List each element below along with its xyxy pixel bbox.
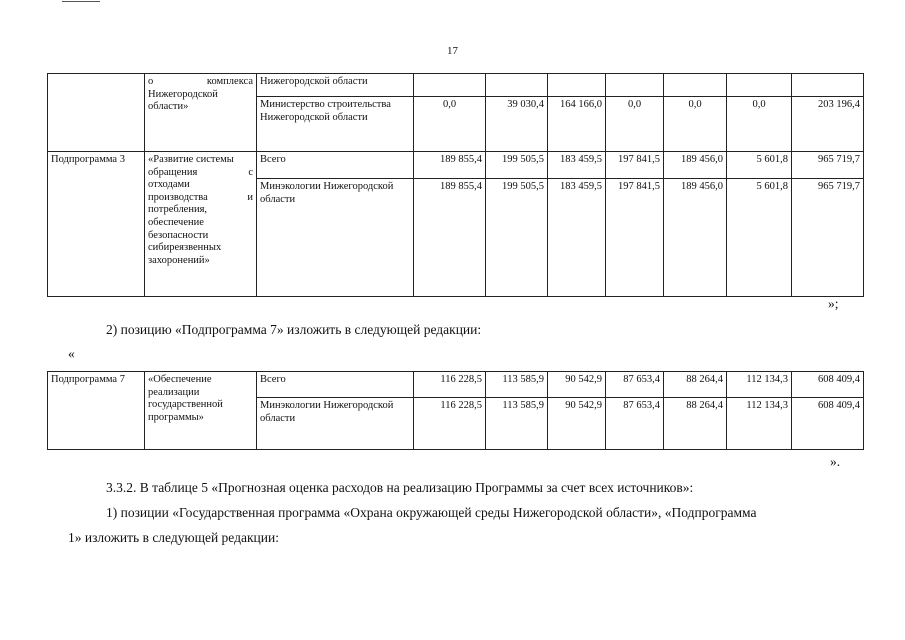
desc-text: Нижегородской области» [148, 88, 218, 113]
value-cell: 0,0 [727, 97, 792, 152]
value-cell [548, 74, 606, 97]
value-cell: 87 653,4 [606, 398, 664, 450]
value-cell: 39 030,4 [486, 97, 548, 152]
paragraph-item-2: 2) позицию «Подпрограмма 7» изложить в следующей редакции: [106, 322, 482, 337]
opening-quote: « [68, 346, 75, 361]
subprogram-description-cell [145, 152, 257, 297]
value-cell: 88 264,4 [664, 372, 727, 398]
desc-word: с [248, 166, 253, 178]
subprogram-name-cell: Подпрограмма 7 [48, 372, 145, 450]
paragraph-3-3-2: 3.3.2. В таблице 5 «Прогнозная оценка расходов на реализацию Программы за счет всех источников»: [106, 480, 694, 495]
desc-text: потребления, обеспечение безопасности сибиреязвенных захоронений» [148, 204, 222, 266]
paragraph-item-1: 1) позиции «Государственная программа «Охрана окружающей среды Нижегородской области», «Подпрограмма [106, 505, 757, 520]
subprogram-description-cell: «Обеспечение реализации государственной программы» [145, 372, 257, 450]
value-cell: 0,0 [606, 97, 664, 152]
value-cell [486, 74, 548, 97]
value-cell [792, 74, 864, 97]
desc-word: обращения [148, 166, 198, 178]
value-cell: 199 505,5 [486, 179, 548, 297]
value-cell: 183 459,5 [548, 179, 606, 297]
value-cell [414, 74, 486, 97]
top-rule [62, 1, 100, 2]
value-cell: 197 841,5 [606, 179, 664, 297]
desc-text: отходами [148, 179, 190, 191]
value-cell [606, 74, 664, 97]
subprogram-name-cell: Подпрограмма 3 [48, 152, 145, 297]
value-cell: 90 542,9 [548, 372, 606, 398]
executor-cell: Минэкологии Нижегородской области [257, 398, 414, 450]
desc-word: о [148, 76, 154, 87]
value-cell: 112 134,3 [727, 398, 792, 450]
value-cell: 0,0 [664, 97, 727, 152]
value-cell: 189 456,0 [664, 152, 727, 179]
budget-table-continued [47, 73, 864, 297]
value-cell: 0,0 [414, 97, 486, 152]
value-cell [664, 74, 727, 97]
value-cell: 113 585,9 [486, 398, 548, 450]
table-row [48, 152, 864, 179]
value-cell: 199 505,5 [486, 152, 548, 179]
value-cell: 113 585,9 [486, 372, 548, 398]
program-description-cell [145, 74, 257, 152]
closing-quote: ». [830, 454, 841, 469]
program-name-cell [48, 74, 145, 152]
executor-cell: Нижегородской области [257, 74, 414, 97]
value-cell: 87 653,4 [606, 372, 664, 398]
value-cell: 965 719,7 [792, 179, 864, 297]
value-cell: 189 855,4 [414, 179, 486, 297]
value-cell: 112 134,3 [727, 372, 792, 398]
desc-word: производства [148, 191, 208, 203]
value-cell: 965 719,7 [792, 152, 864, 179]
value-cell: 5 601,8 [727, 152, 792, 179]
subprogram-7-table [47, 371, 864, 450]
executor-cell: Минэкологии Нижегородской области [257, 179, 414, 297]
value-cell: 90 542,9 [548, 398, 606, 450]
desc-word: комплекса [206, 76, 253, 87]
desc-word: и [247, 191, 253, 203]
value-cell [727, 74, 792, 97]
executor-cell: Министерство строительства Нижегородской области [257, 97, 414, 152]
table-row [48, 74, 864, 97]
value-cell: 116 228,5 [414, 398, 486, 450]
desc-text: «Развитие системы [148, 154, 234, 165]
value-cell: 164 166,0 [548, 97, 606, 152]
value-cell: 189 456,0 [664, 179, 727, 297]
value-cell: 608 409,4 [792, 372, 864, 398]
page-number: 17 [447, 45, 458, 57]
value-cell: 5 601,8 [727, 179, 792, 297]
value-cell: 203 196,4 [792, 97, 864, 152]
table-row [48, 372, 864, 398]
paragraph-item-1-cont: 1» изложить в следующей редакции: [68, 530, 279, 545]
value-cell: 116 228,5 [414, 372, 486, 398]
value-cell: 189 855,4 [414, 152, 486, 179]
total-label-cell: Всего [257, 152, 414, 179]
value-cell: 88 264,4 [664, 398, 727, 450]
closing-quote: »; [828, 296, 839, 311]
total-label-cell: Всего [257, 372, 414, 398]
value-cell: 183 459,5 [548, 152, 606, 179]
value-cell: 197 841,5 [606, 152, 664, 179]
value-cell: 608 409,4 [792, 398, 864, 450]
